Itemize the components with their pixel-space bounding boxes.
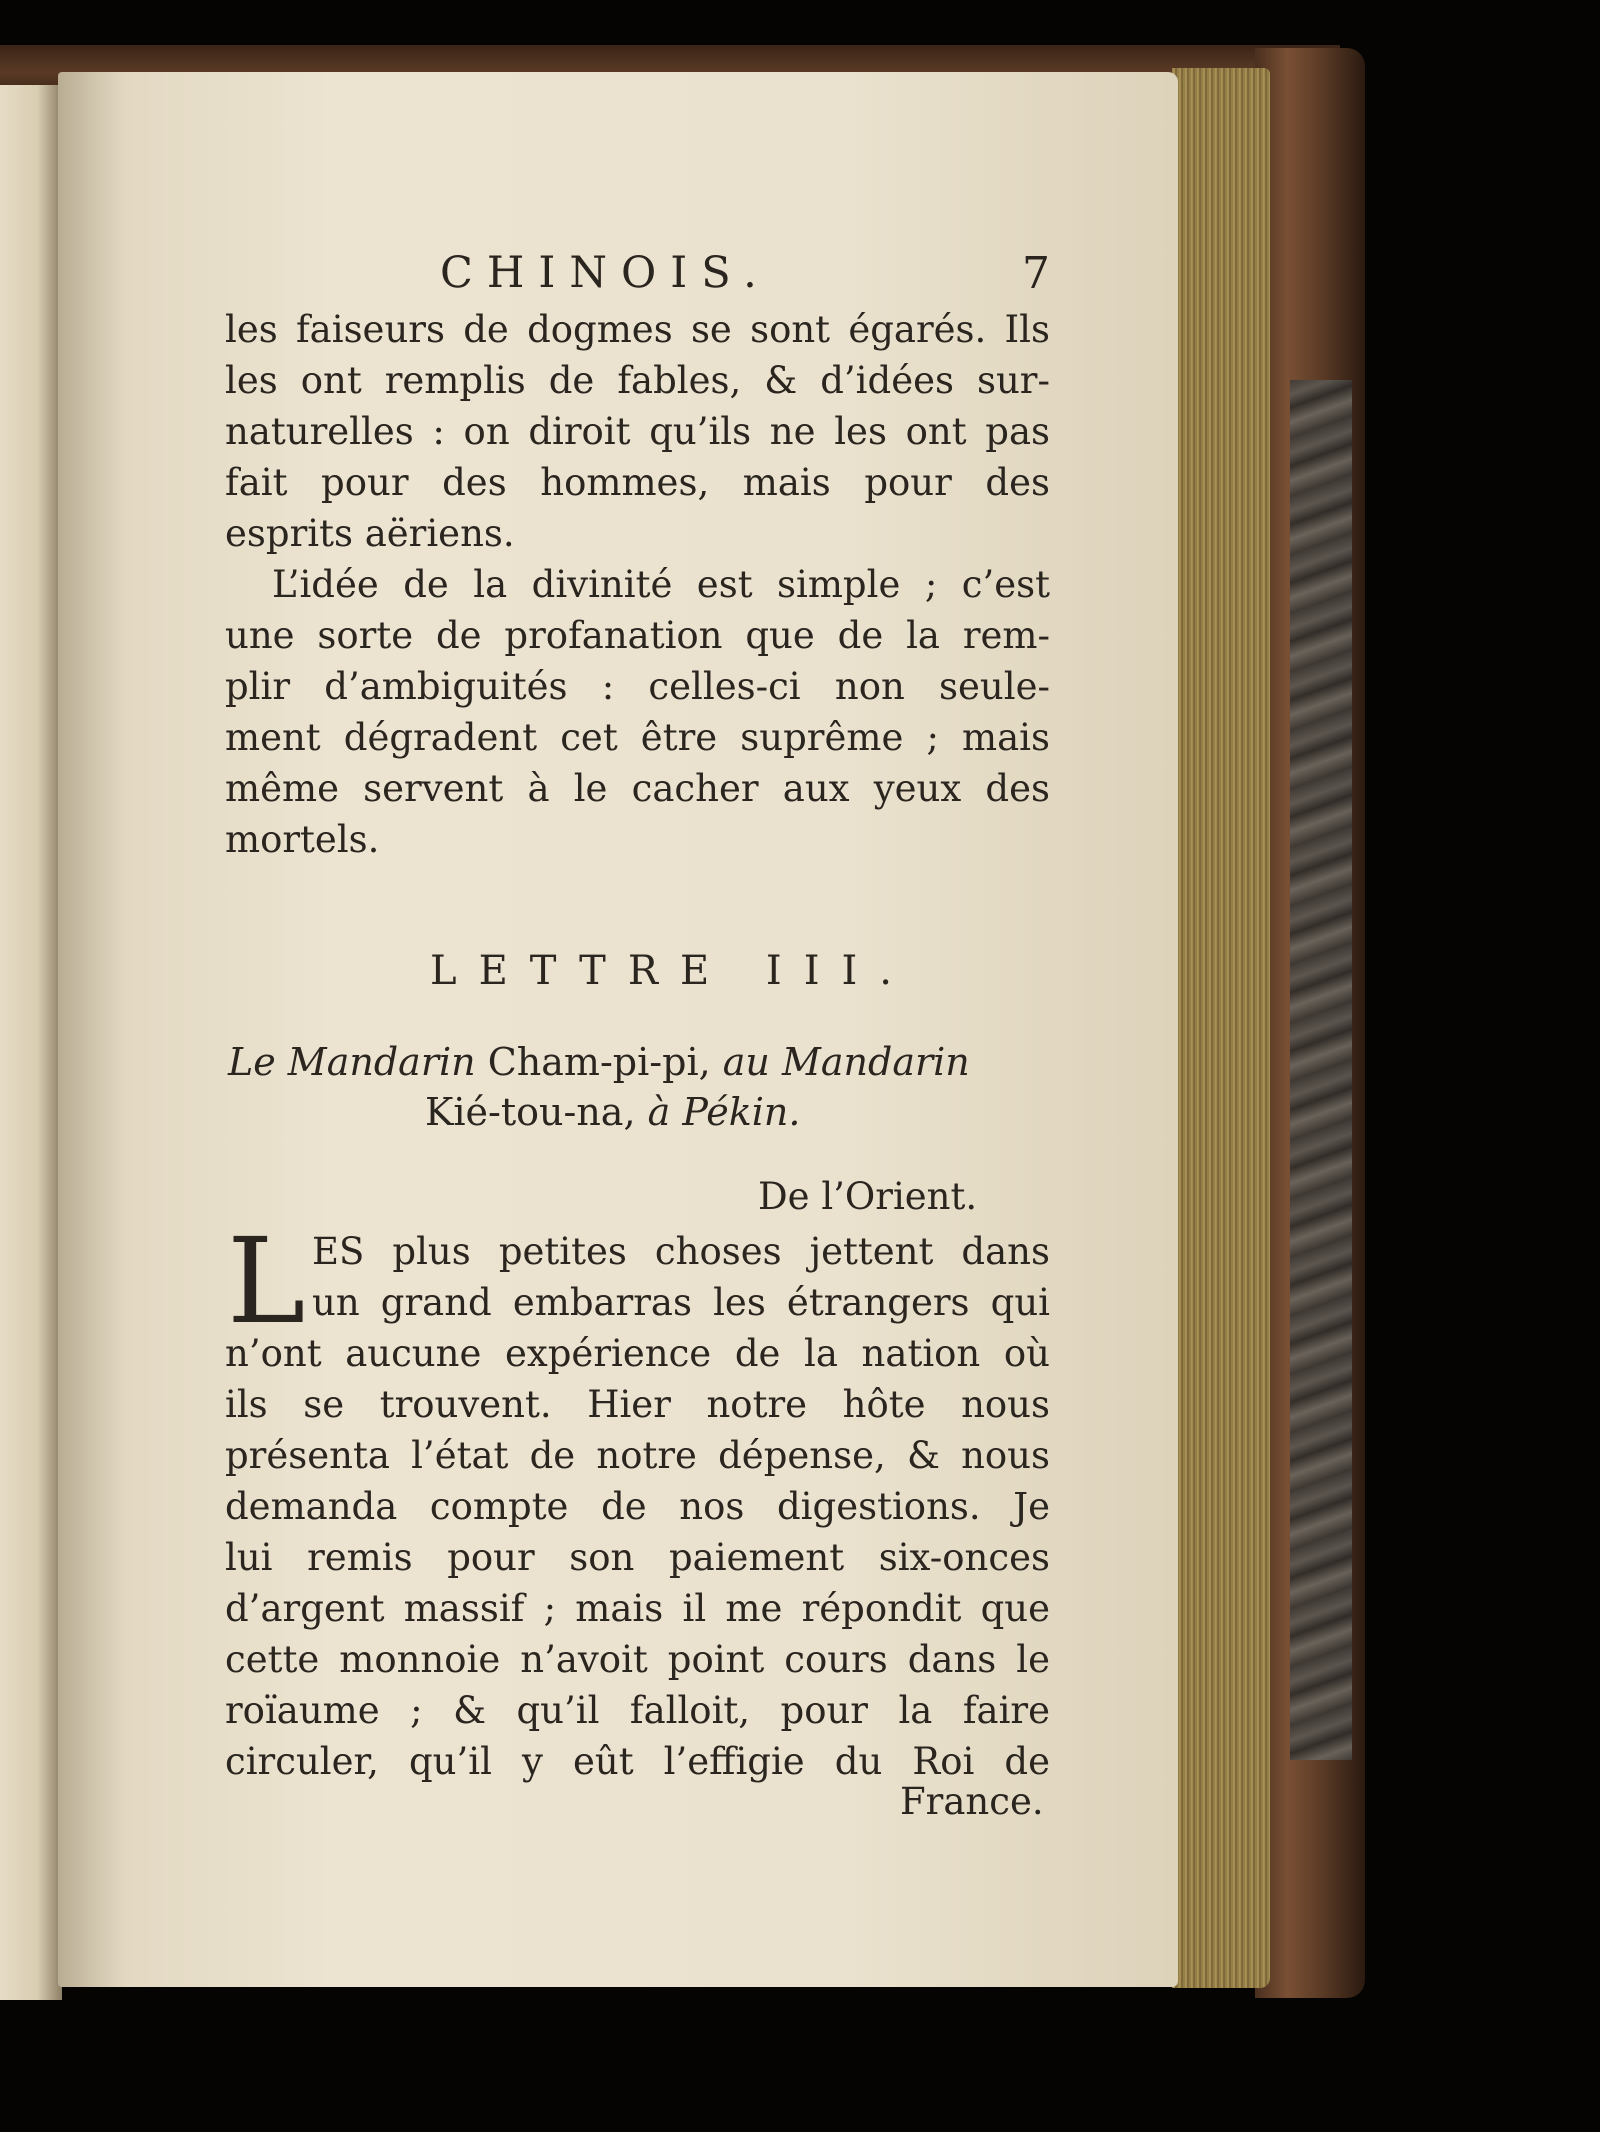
text-line: circuler, qu’il y eût l’effigie du Roi de — [225, 1740, 1050, 1783]
text-line: naturelles : on diroit qu’ils ne les ont pas — [225, 410, 1050, 453]
text-line: une sorte de profanation que de la rem- — [225, 614, 1050, 657]
running-head: CHINOIS. — [440, 248, 771, 298]
text-line: d’argent massif ; mais il me répondit que — [225, 1587, 1050, 1630]
drop-cap: L — [227, 1212, 306, 1350]
address-text: à Pékin. — [647, 1090, 801, 1134]
text-line: plir d’ambiguités : celles-ci non seule- — [225, 665, 1050, 708]
closing-word: France. — [900, 1780, 1044, 1823]
dateline: De l’Orient. — [758, 1175, 978, 1218]
address-line-1 — [228, 1040, 970, 1084]
address-text: Kié-tou-na, — [425, 1090, 636, 1134]
text-line: esprits aëriens. — [225, 512, 515, 555]
page-edges — [1172, 68, 1270, 1988]
address-text: Cham-pi-pi, — [487, 1040, 711, 1084]
text-line: ES plus petites choses jettent dans — [312, 1230, 1050, 1273]
text-line: même servent à le cacher aux yeux des — [225, 767, 1050, 810]
page-number: 7 — [1022, 248, 1050, 299]
text-line: roïaume ; & qu’il falloit, pour la faire — [225, 1689, 1050, 1732]
text-line: les ont remplis de fables, & d’idées sur- — [225, 359, 1050, 402]
marbled-cover — [1290, 380, 1352, 1760]
text-line: cette monnoie n’avoit point cours dans le — [225, 1638, 1050, 1681]
text-line: L’idée de la divinité est simple ; c’est — [272, 563, 1050, 606]
text-line: n’ont aucune expérience de la nation où — [225, 1332, 1050, 1375]
text-line: fait pour des hommes, mais pour des — [225, 461, 1050, 504]
address-text: Le Mandarin — [228, 1040, 476, 1084]
left-page-edge — [0, 85, 62, 2000]
text-line: présenta l’état de notre dépense, & nous — [225, 1434, 1050, 1477]
text-line: lui remis pour son paiement six-onces — [225, 1536, 1050, 1579]
address-line-2 — [425, 1090, 800, 1134]
address-text: au Mandarin — [722, 1040, 970, 1084]
letter-heading: LETTRE III. — [430, 948, 915, 994]
text-line: demanda compte de nos digestions. Je — [225, 1485, 1050, 1528]
text-line: ils se trouvent. Hier notre hôte nous — [225, 1383, 1050, 1426]
text-line: mortels. — [225, 818, 380, 861]
text-line: les faiseurs de dogmes se sont égarés. Ils — [225, 308, 1050, 351]
text-line: un grand embarras les étrangers qui — [312, 1281, 1050, 1324]
text-line: ment dégradent cet être suprême ; mais — [225, 716, 1050, 759]
